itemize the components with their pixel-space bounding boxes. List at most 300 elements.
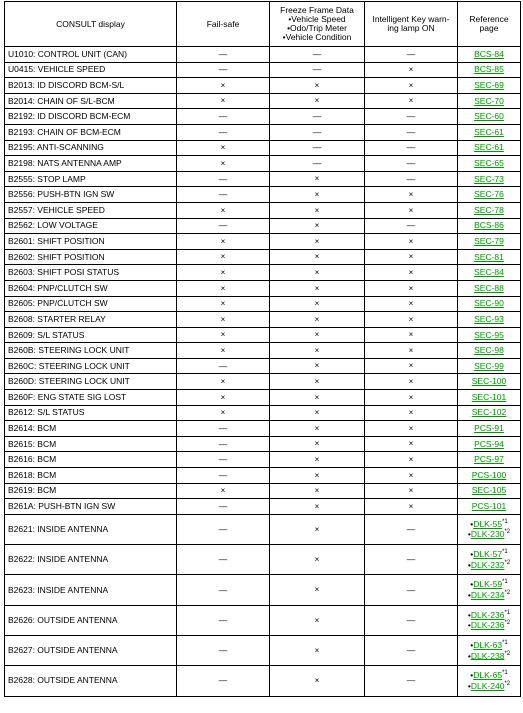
consult-display-cell: B2557: VEHICLE SPEED: [5, 202, 177, 218]
fail-safe-cell: [177, 499, 270, 515]
intelligent-key-cell: [365, 312, 458, 328]
consult-display-cell: B2616: BCM: [5, 452, 177, 468]
reference-link[interactable]: SEC-100: [471, 376, 507, 387]
not-applicable-mark: —: [406, 142, 416, 153]
reference-line: •DLK-230$^{*2}$: [467, 529, 511, 540]
not-applicable-mark: —: [406, 524, 416, 534]
reference-line: •DLK-238$^{*2}$: [467, 650, 511, 661]
consult-display-cell: U1010: CONTROL UNIT (CAN): [5, 47, 177, 63]
applicable-mark: ×: [220, 299, 226, 309]
applicable-mark: ×: [314, 267, 320, 277]
consult-display-cell: B2614: BCM: [5, 421, 177, 437]
freeze-frame-cell: [270, 405, 365, 421]
not-applicable-mark: —: [406, 614, 416, 625]
consult-display-cell: B2555: STOP LAMP: [5, 171, 177, 187]
header-ikey-line: ing lamp ON: [387, 23, 435, 33]
freeze-frame-cell: [270, 124, 365, 140]
applicable-mark: ×: [314, 392, 320, 402]
applicable-mark: ×: [314, 174, 320, 184]
fail-safe-cell: [177, 78, 270, 94]
table-row: [5, 405, 521, 421]
fail-safe-cell: [177, 47, 270, 63]
applicable-mark: ×: [314, 470, 320, 480]
intelligent-key-cell: [365, 187, 458, 203]
reference-page-cell: [458, 483, 521, 499]
reference-link[interactable]: DLK-65: [473, 670, 503, 681]
not-applicable-mark: —: [312, 126, 322, 137]
applicable-mark: ×: [314, 252, 320, 262]
applicable-mark: ×: [220, 158, 226, 168]
table-row: [5, 265, 521, 281]
reference-link[interactable]: SEC-73: [474, 173, 504, 184]
reference-link[interactable]: PCS-100: [471, 469, 507, 480]
reference-link[interactable]: PCS-97: [474, 454, 504, 465]
reference-page-cell: [458, 327, 521, 343]
reference-link[interactable]: DLK-59: [473, 579, 503, 590]
fail-safe-cell: [177, 421, 270, 437]
consult-display-cell: B2014: CHAIN OF S/L-BCM: [5, 93, 177, 109]
applicable-mark: ×: [220, 283, 226, 293]
freeze-frame-cell: [270, 171, 365, 187]
applicable-mark: ×: [314, 283, 320, 293]
reference-page-cell: [458, 545, 521, 575]
reference-link[interactable]: SEC-70: [474, 95, 504, 106]
fail-safe-cell: [177, 468, 270, 484]
reference-page-cell: [458, 436, 521, 452]
reference-page-cell: [458, 171, 521, 187]
reference-page-cell: [458, 499, 521, 515]
fail-safe-cell: [177, 265, 270, 281]
applicable-mark: ×: [314, 361, 320, 371]
applicable-mark: ×: [314, 377, 320, 387]
intelligent-key-cell: [365, 109, 458, 125]
not-applicable-mark: —: [406, 220, 416, 231]
intelligent-key-cell: [365, 296, 458, 312]
applicable-mark: ×: [314, 80, 320, 90]
reference-line: •DLK-240$^{*2}$: [467, 680, 511, 691]
not-applicable-mark: —: [218, 554, 228, 565]
applicable-mark: ×: [220, 486, 226, 496]
not-applicable-mark: —: [218, 469, 228, 480]
reference-page-cell: [458, 666, 521, 696]
reference-page-cell: [458, 421, 521, 437]
not-applicable-mark: —: [406, 173, 416, 184]
applicable-mark: ×: [314, 221, 320, 231]
consult-display-cell: B2603: SHIFT POSI STATUS: [5, 265, 177, 281]
reference-link[interactable]: SEC-69: [474, 80, 504, 91]
freeze-frame-cell: [270, 468, 365, 484]
applicable-mark: ×: [220, 408, 226, 418]
freeze-frame-cell: [270, 358, 365, 374]
table-row: [5, 605, 521, 635]
applicable-mark: ×: [408, 283, 414, 293]
applicable-mark: ×: [314, 314, 320, 324]
applicable-mark: ×: [408, 236, 414, 246]
reference-page-cell: [458, 636, 521, 666]
applicable-mark: ×: [220, 205, 226, 215]
reference-links: [461, 519, 517, 540]
reference-line: •DLK-232$^{*2}$: [467, 559, 511, 570]
fail-safe-cell: [177, 605, 270, 635]
reference-page-cell: [458, 390, 521, 406]
fail-safe-cell: [177, 514, 270, 544]
header-intelligent-key: [365, 2, 458, 47]
applicable-mark: ×: [314, 486, 320, 496]
fail-safe-cell: [177, 187, 270, 203]
applicable-mark: ×: [408, 299, 414, 309]
consult-display-cell: B2192: ID DISCORD BCM-ECM: [5, 109, 177, 125]
intelligent-key-cell: [365, 327, 458, 343]
not-applicable-mark: —: [218, 48, 228, 59]
applicable-mark: ×: [314, 524, 320, 534]
applicable-mark: ×: [314, 205, 320, 215]
consult-display-cell: B2621: INSIDE ANTENNA: [5, 514, 177, 544]
consult-display-cell: B2612: S/L STATUS: [5, 405, 177, 421]
fail-safe-cell: [177, 249, 270, 265]
intelligent-key-cell: [365, 358, 458, 374]
fail-safe-cell: [177, 156, 270, 172]
intelligent-key-cell: [365, 390, 458, 406]
applicable-mark: ×: [220, 80, 226, 90]
header-fail-safe: Fail-safe: [177, 2, 270, 47]
freeze-frame-cell: [270, 452, 365, 468]
freeze-frame-cell: [270, 545, 365, 575]
fail-safe-cell: [177, 62, 270, 78]
applicable-mark: ×: [220, 392, 226, 402]
intelligent-key-cell: [365, 343, 458, 359]
reference-link[interactable]: DLK-240: [470, 680, 505, 691]
applicable-mark: ×: [408, 408, 414, 418]
header-freeze-line: Freeze Frame Data: [280, 5, 354, 16]
consult-display-cell: B260B: STEERING LOCK UNIT: [5, 343, 177, 359]
fail-safe-cell: [177, 296, 270, 312]
freeze-frame-cell: [270, 296, 365, 312]
freeze-frame-cell: [270, 514, 365, 544]
intelligent-key-cell: [365, 265, 458, 281]
fail-safe-cell: [177, 452, 270, 468]
table-row: [5, 436, 521, 452]
reference-link[interactable]: SEC-60: [474, 111, 504, 122]
not-applicable-mark: —: [218, 614, 228, 625]
freeze-frame-cell: [270, 187, 365, 203]
intelligent-key-cell: [365, 218, 458, 234]
reference-page-cell: [458, 514, 521, 544]
table-row: [5, 327, 521, 343]
reference-page-cell: [458, 575, 521, 605]
intelligent-key-cell: [365, 483, 458, 499]
reference-link[interactable]: DLK-63: [473, 639, 503, 650]
reference-link[interactable]: SEC-61: [474, 142, 504, 153]
intelligent-key-cell: [365, 436, 458, 452]
applicable-mark: ×: [408, 439, 414, 449]
freeze-frame-cell: [270, 390, 365, 406]
reference-link[interactable]: SEC-76: [474, 189, 504, 200]
footnote-marker: *1: [502, 579, 508, 586]
reference-link[interactable]: PCS-101: [471, 501, 507, 512]
header-freeze-line: •Vehicle Condition: [282, 31, 352, 42]
reference-page-cell: [458, 187, 521, 203]
not-applicable-mark: —: [218, 173, 228, 184]
freeze-frame-cell: [270, 421, 365, 437]
applicable-mark: ×: [220, 330, 226, 340]
applicable-mark: ×: [220, 377, 226, 387]
reference-link[interactable]: DLK-55: [473, 518, 503, 529]
not-applicable-mark: —: [406, 157, 416, 168]
freeze-frame-cell: [270, 109, 365, 125]
reference-link[interactable]: DLK-57: [473, 548, 503, 559]
applicable-mark: ×: [408, 314, 414, 324]
applicable-mark: ×: [408, 501, 414, 511]
intelligent-key-cell: [365, 421, 458, 437]
reference-link[interactable]: SEC-93: [474, 313, 504, 324]
reference-link[interactable]: DLK-236: [470, 609, 505, 620]
not-applicable-mark: —: [218, 189, 228, 200]
intelligent-key-cell: [365, 140, 458, 156]
intelligent-key-cell: [365, 156, 458, 172]
consult-display-cell: B2602: SHIFT POSITION: [5, 249, 177, 265]
applicable-mark: ×: [314, 330, 320, 340]
table-row: [5, 218, 521, 234]
reference-page-cell: [458, 218, 521, 234]
reference-link[interactable]: SEC-65: [474, 157, 504, 168]
table-row: [5, 187, 521, 203]
applicable-mark: ×: [220, 345, 226, 355]
table-row: [5, 93, 521, 109]
reference-line: •DLK-236$^{*2}$: [467, 620, 511, 631]
intelligent-key-cell: [365, 499, 458, 515]
reference-link[interactable]: BCS-86: [474, 220, 504, 231]
not-applicable-mark: —: [218, 645, 228, 656]
consult-display-cell: B261A: PUSH-BTN IGN SW: [5, 499, 177, 515]
applicable-mark: ×: [408, 345, 414, 355]
consult-display-cell: B260D: STEERING LOCK UNIT: [5, 374, 177, 390]
fail-safe-cell: [177, 124, 270, 140]
applicable-mark: ×: [314, 501, 320, 511]
applicable-mark: ×: [314, 455, 320, 465]
reference-line: •DLK-65$^{*1}$: [470, 670, 508, 681]
not-applicable-mark: —: [312, 157, 322, 168]
reference-page-cell: [458, 605, 521, 635]
intelligent-key-cell: [365, 514, 458, 544]
reference-page-cell: [458, 312, 521, 328]
not-applicable-mark: —: [406, 645, 416, 656]
intelligent-key-cell: [365, 280, 458, 296]
fail-safe-cell: [177, 343, 270, 359]
not-applicable-mark: —: [218, 438, 228, 449]
intelligent-key-cell: [365, 124, 458, 140]
reference-link[interactable]: DLK-236: [470, 620, 505, 631]
applicable-mark: ×: [408, 455, 414, 465]
intelligent-key-cell: [365, 374, 458, 390]
intelligent-key-cell: [365, 666, 458, 696]
reference-page-cell: [458, 124, 521, 140]
freeze-frame-cell: [270, 93, 365, 109]
reference-link[interactable]: SEC-61: [474, 126, 504, 137]
applicable-mark: ×: [314, 615, 320, 625]
fail-safe-cell: [177, 405, 270, 421]
consult-display-cell: B2562: LOW VOLTAGE: [5, 218, 177, 234]
freeze-frame-cell: [270, 666, 365, 696]
header-consult-display: CONSULT display: [5, 2, 177, 47]
reference-link[interactable]: DLK-238: [470, 650, 505, 661]
reference-page-cell: [458, 140, 521, 156]
applicable-mark: ×: [408, 330, 414, 340]
reference-page-cell: [458, 249, 521, 265]
freeze-frame-cell: [270, 140, 365, 156]
applicable-mark: ×: [314, 645, 320, 655]
applicable-mark: ×: [314, 236, 320, 246]
table-row: [5, 666, 521, 696]
freeze-frame-cell: [270, 499, 365, 515]
footnote-marker: *1: [502, 640, 508, 647]
consult-display-cell: B2198: NATS ANTENNA AMP: [5, 156, 177, 172]
table-row: [5, 156, 521, 172]
fail-safe-cell: [177, 636, 270, 666]
freeze-frame-cell: [270, 575, 365, 605]
intelligent-key-cell: [365, 636, 458, 666]
applicable-mark: ×: [220, 314, 226, 324]
reference-page-cell: [458, 374, 521, 390]
reference-link[interactable]: SEC-81: [474, 251, 504, 262]
not-applicable-mark: —: [218, 584, 228, 595]
freeze-frame-cell: [270, 312, 365, 328]
intelligent-key-cell: [365, 93, 458, 109]
reference-page-cell: [458, 405, 521, 421]
reference-link[interactable]: SEC-95: [474, 329, 504, 340]
reference-link[interactable]: DLK-232: [470, 559, 505, 570]
intelligent-key-cell: [365, 202, 458, 218]
reference-line: •DLK-55$^{*1}$: [470, 518, 508, 529]
consult-display-cell: B2195: ANTI-SCANNING: [5, 140, 177, 156]
fail-safe-cell: [177, 234, 270, 250]
freeze-frame-cell: [270, 202, 365, 218]
reference-link[interactable]: SEC-79: [474, 235, 504, 246]
table-row: [5, 78, 521, 94]
reference-link[interactable]: PCS-94: [474, 438, 504, 449]
reference-links: [461, 579, 517, 600]
consult-display-cell: B2605: PNP/CLUTCH SW: [5, 296, 177, 312]
header-freeze-frame: [270, 2, 365, 47]
consult-display-cell: B2609: S/L STATUS: [5, 327, 177, 343]
footnote-marker: *1: [504, 609, 511, 616]
reference-links: [461, 610, 517, 631]
reference-link[interactable]: SEC-105: [471, 485, 507, 496]
not-applicable-mark: —: [218, 111, 228, 122]
dtc-table: [4, 1, 521, 697]
fail-safe-cell: [177, 358, 270, 374]
footnote-marker: *2: [504, 529, 511, 536]
reference-link[interactable]: SEC-88: [474, 282, 504, 293]
fail-safe-cell: [177, 390, 270, 406]
not-applicable-mark: —: [218, 454, 228, 465]
fail-safe-cell: [177, 436, 270, 452]
applicable-mark: ×: [314, 585, 320, 595]
reference-link[interactable]: SEC-99: [474, 360, 504, 371]
fail-safe-cell: [177, 218, 270, 234]
consult-display-cell: B260C: STEERING LOCK UNIT: [5, 358, 177, 374]
not-applicable-mark: —: [218, 360, 228, 371]
header-row: [5, 2, 521, 47]
fail-safe-cell: [177, 312, 270, 328]
reference-link[interactable]: BCS-84: [474, 48, 504, 59]
consult-display-cell: B2604: PNP/CLUTCH SW: [5, 280, 177, 296]
freeze-frame-cell: [270, 156, 365, 172]
table-row: [5, 171, 521, 187]
freeze-frame-cell: [270, 234, 365, 250]
table-row: [5, 234, 521, 250]
reference-link[interactable]: SEC-98: [474, 345, 504, 356]
reference-page-cell: [458, 358, 521, 374]
table-row: [5, 358, 521, 374]
footnote-marker: *1: [502, 549, 508, 556]
table-row: [5, 124, 521, 140]
freeze-frame-cell: [270, 343, 365, 359]
not-applicable-mark: —: [406, 126, 416, 137]
not-applicable-mark: —: [312, 48, 322, 59]
reference-page-cell: [458, 47, 521, 63]
fail-safe-cell: [177, 140, 270, 156]
consult-display-cell: B2619: BCM: [5, 483, 177, 499]
applicable-mark: ×: [314, 408, 320, 418]
freeze-frame-cell: [270, 327, 365, 343]
applicable-mark: ×: [314, 96, 320, 106]
fail-safe-cell: [177, 374, 270, 390]
footnote-marker: *2: [504, 590, 511, 597]
applicable-mark: ×: [314, 299, 320, 309]
reference-link[interactable]: BCS-85: [474, 64, 504, 75]
reference-link[interactable]: SEC-84: [474, 267, 504, 278]
applicable-mark: ×: [220, 143, 226, 153]
not-applicable-mark: —: [218, 126, 228, 137]
consult-display-cell: B2615: BCM: [5, 436, 177, 452]
freeze-frame-cell: [270, 374, 365, 390]
applicable-mark: ×: [408, 205, 414, 215]
reference-link[interactable]: SEC-78: [474, 204, 504, 215]
reference-page-cell: [458, 78, 521, 94]
footnote-marker: *2: [504, 620, 511, 627]
fail-safe-cell: [177, 575, 270, 605]
intelligent-key-cell: [365, 62, 458, 78]
reference-link[interactable]: SEC-90: [474, 298, 504, 309]
freeze-frame-cell: [270, 249, 365, 265]
reference-link[interactable]: DLK-234: [470, 589, 505, 600]
reference-page-cell: [458, 296, 521, 312]
consult-display-cell: B2623: INSIDE ANTENNA: [5, 575, 177, 605]
reference-line: •DLK-57$^{*1}$: [470, 548, 508, 559]
freeze-frame-cell: [270, 47, 365, 63]
applicable-mark: ×: [408, 252, 414, 262]
reference-link[interactable]: SEC-102: [471, 407, 507, 418]
consult-display-cell: B2627: OUTSIDE ANTENNA: [5, 636, 177, 666]
table-row: [5, 249, 521, 265]
reference-line: •DLK-236$^{*1}$: [467, 609, 511, 620]
reference-link[interactable]: DLK-230: [470, 529, 505, 540]
reference-page-cell: [458, 202, 521, 218]
table-row: [5, 514, 521, 544]
intelligent-key-cell: [365, 234, 458, 250]
reference-link[interactable]: PCS-91: [474, 423, 504, 434]
consult-display-cell: B2193: CHAIN OF BCM-ECM: [5, 124, 177, 140]
intelligent-key-cell: [365, 249, 458, 265]
fail-safe-cell: [177, 202, 270, 218]
not-applicable-mark: —: [218, 64, 228, 75]
table-row: [5, 452, 521, 468]
intelligent-key-cell: [365, 452, 458, 468]
reference-page-cell: [458, 452, 521, 468]
header-ikey-line: Intelligent Key warn-: [372, 14, 450, 25]
reference-link[interactable]: SEC-101: [471, 391, 507, 402]
reference-page-cell: [458, 343, 521, 359]
